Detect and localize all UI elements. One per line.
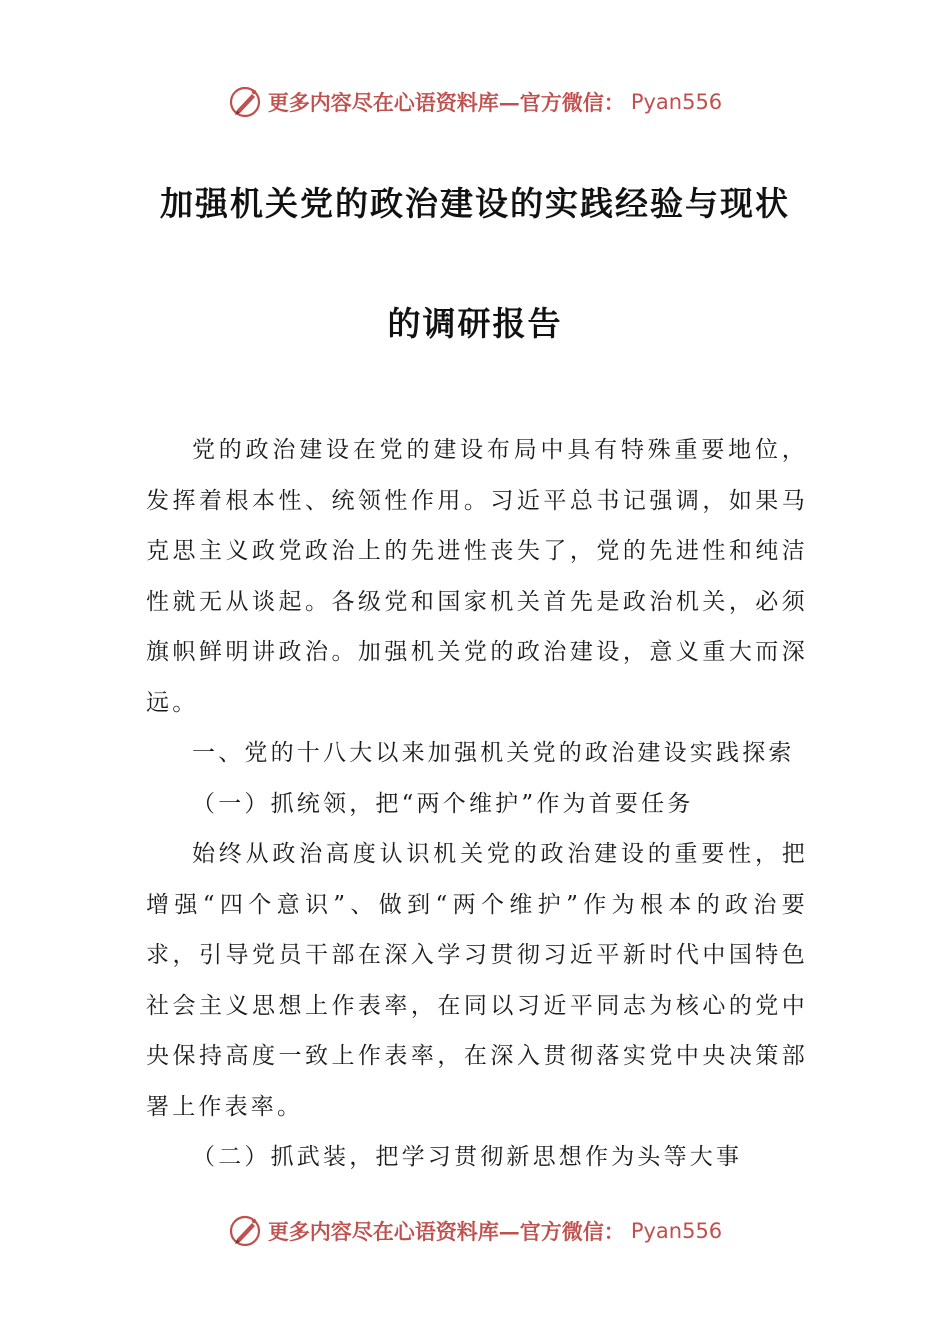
subsection-heading-2: （二）抓武装，把学习贯彻新思想作为头等大事 — [192, 1144, 743, 1170]
watermark-footer — [0, 1211, 950, 1251]
section-heading-1: 一、党的十八大以来加强机关党的政治建设实践探索 — [192, 740, 795, 766]
subsection-heading-1: （一）抓统领，把“两个维护”作为首要任务 — [192, 790, 694, 817]
pen-logo-icon — [228, 1214, 262, 1248]
pen-logo-icon — [228, 85, 262, 119]
document-body — [146, 425, 808, 1183]
watermark-text: 更多内容尽在心语资料库—官方微信： — [267, 90, 625, 115]
watermark-header — [0, 82, 950, 122]
watermark-text: 更多内容尽在心语资料库—官方微信： — [267, 1219, 625, 1244]
document-title-line1: 加强机关党的政治建设的实践经验与现状 — [160, 184, 790, 223]
watermark-wechat-id: Pyan556 — [630, 90, 723, 114]
document-title-line2: 的调研报告 — [387, 304, 563, 343]
paragraph-intro: 党的政治建设在党的建设布局中具有特殊重要地位，发挥着根本性、统领性作用。习近平总书记强调，如果马克思主义政党政治上的先进性丧失了，党的先进性和纯洁性就无从谈起。各级党和国家机关首先是政治机关，必须旗帜鲜明讲政治。加强机关党的政治建设，意义重大而深远。 — [146, 437, 808, 716]
watermark-wechat-id: Pyan556 — [630, 1219, 723, 1243]
paragraph-subsection-1: 始终从政治高度认识机关党的政治建设的重要性，把增强“四个意识”、做到“两个维护”作为根本的政治要求，引导党员干部在深入学习贯彻习近平新时代中国特色社会主义思想上作表率，在同以习近平同志为核心的党中央保持高度一致上作表率，在深入贯彻落实党中央决策部署上作表率。 — [146, 841, 808, 1120]
